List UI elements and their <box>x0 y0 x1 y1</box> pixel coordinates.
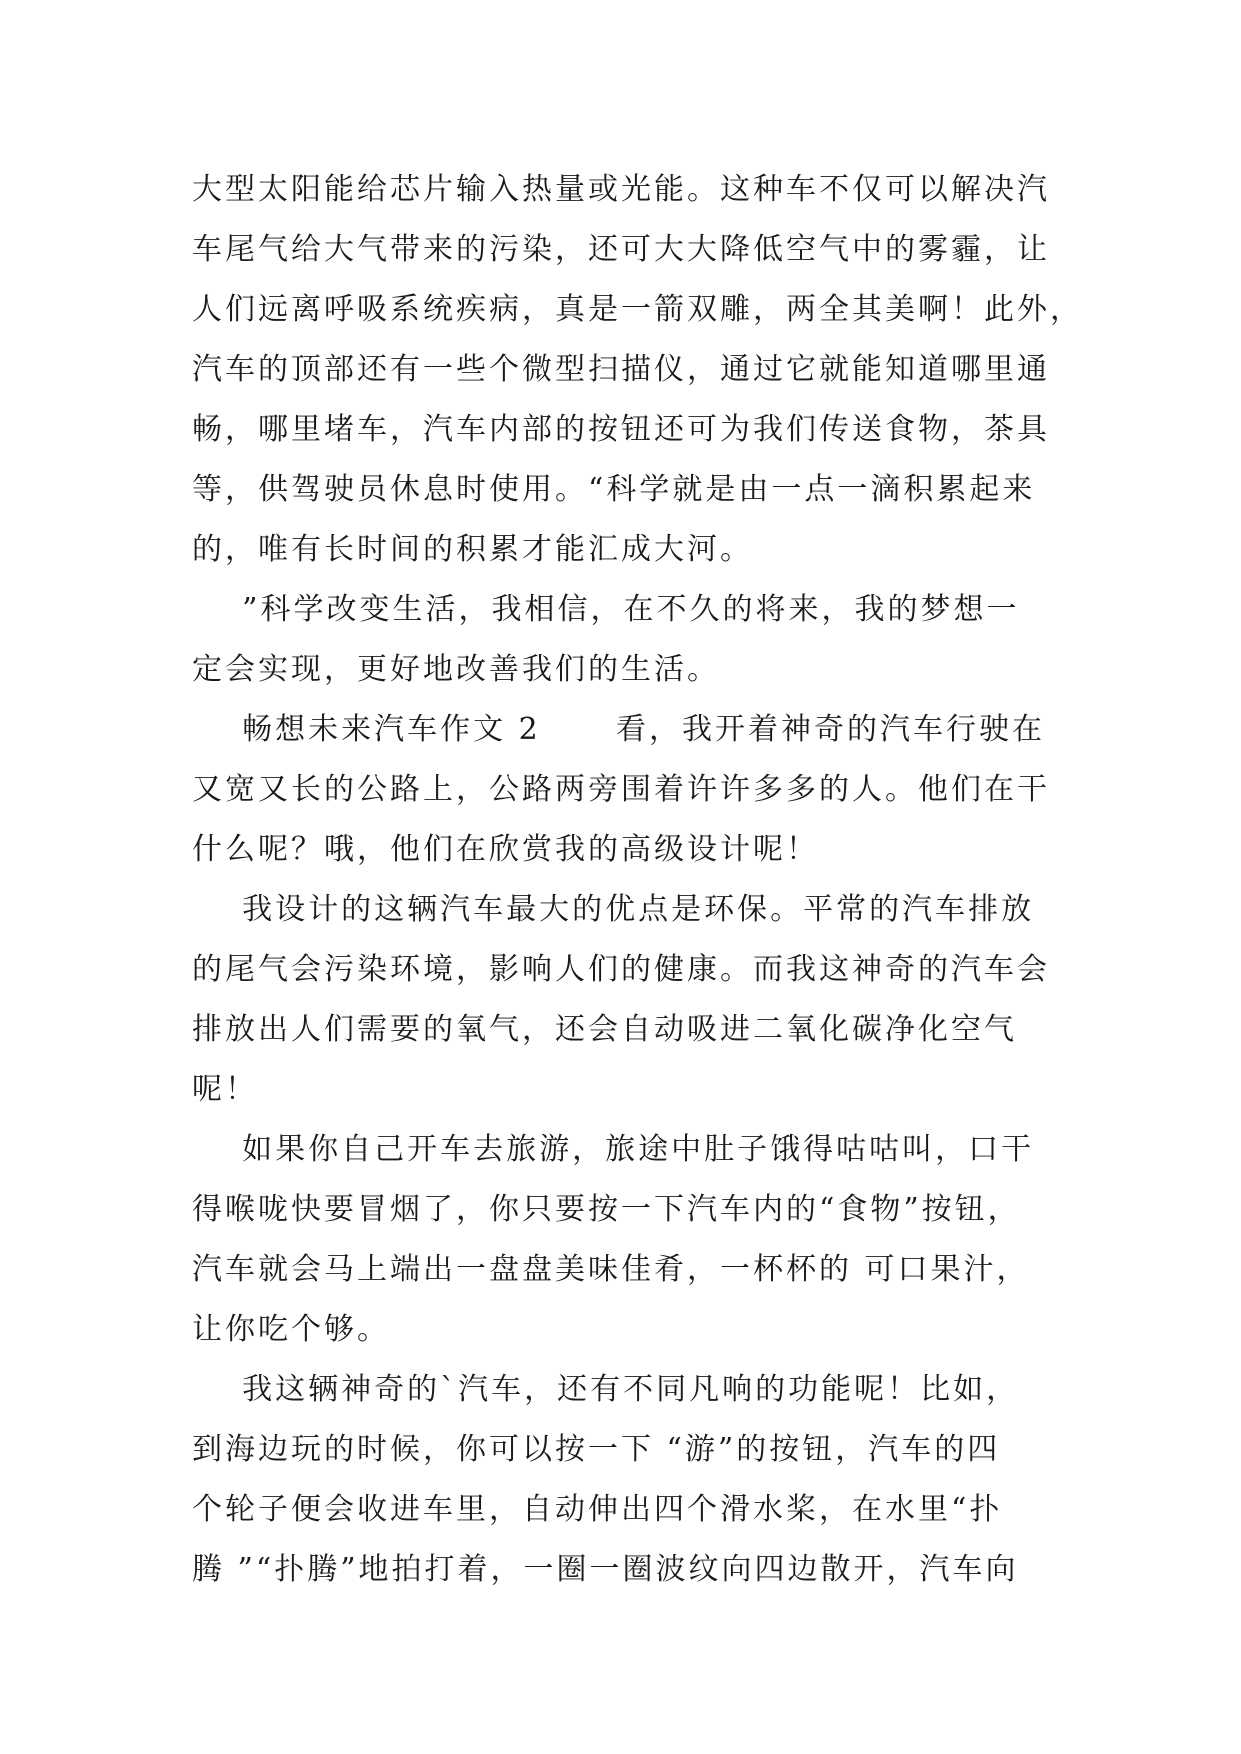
text-line: 车尾气给大气带来的污染，还可大大降低空气中的雾霾，让 <box>192 232 1050 267</box>
text-line: 的，唯有长时间的积累才能汇成大河。 <box>192 532 753 567</box>
text-line: 让你吃个够。 <box>192 1312 390 1347</box>
text-line: 个轮子便会收进车里，自动伸出四个滑水桨，在水里“扑 <box>192 1492 1003 1527</box>
text-line: 呢！ <box>192 1072 258 1107</box>
text-line: ”科学改变生活，我相信，在不久的将来，我的梦想一 <box>192 592 1020 627</box>
text-line: 什么呢？哦，他们在欣赏我的高级设计呢！ <box>192 832 819 867</box>
text-line: 得喉咙快要冒烟了，你只要按一下汽车内的“食物”按钮， <box>192 1192 1021 1227</box>
essay-heading-line: 畅想未来汽车作文 2 看，我开着神奇的汽车行驶在 <box>192 712 1045 747</box>
text-line: 等，供驾驶员休息时使用。“科学就是由一点一滴积累起来 <box>192 472 1036 507</box>
text-line: 又宽又长的公路上，公路两旁围着许许多多的人。他们在干 <box>192 772 1050 807</box>
text-line: 如果你自己开车去旅游，旅途中肚子饿得咕咕叫，口干 <box>192 1132 1035 1167</box>
text-line: 汽车的顶部还有一些个微型扫描仪，通过它就能知道哪里通 <box>192 352 1050 387</box>
text-line: 大型太阳能给芯片输入热量或光能。这种车不仅可以解决汽 <box>192 172 1050 207</box>
text-line: 畅，哪里堵车，汽车内部的按钮还可为我们传送食物，茶具 <box>192 412 1050 447</box>
text-line: 腾 ”“扑腾”地拍打着，一圈一圈波纹向四边散开，汽车向 <box>192 1552 1019 1587</box>
text-line: 的尾气会污染环境，影响人们的健康。而我这神奇的汽车会 <box>192 952 1050 987</box>
text-line: 排放出人们需要的氧气，还会自动吸进二氧化碳净化空气 <box>192 1012 1017 1047</box>
text-line: 汽车就会马上端出一盘盘美味佳肴，一杯杯的 可口果汁， <box>192 1252 1030 1287</box>
text-line: 我这辆神奇的`汽车，还有不同凡响的功能呢！比如， <box>192 1372 1020 1407</box>
text-line: 我设计的这辆汽车最大的优点是环保。平常的汽车排放 <box>192 892 1035 927</box>
text-line: 到海边玩的时候，你可以按一下 “游”的按钮，汽车的四 <box>192 1432 1001 1467</box>
text-line: 人们远离呼吸系统疾病，真是一箭双雕，两全其美啊！此外， <box>192 292 1083 327</box>
essay-body <box>192 160 1083 1600</box>
text-line: 定会实现，更好地改善我们的生活。 <box>192 652 720 687</box>
